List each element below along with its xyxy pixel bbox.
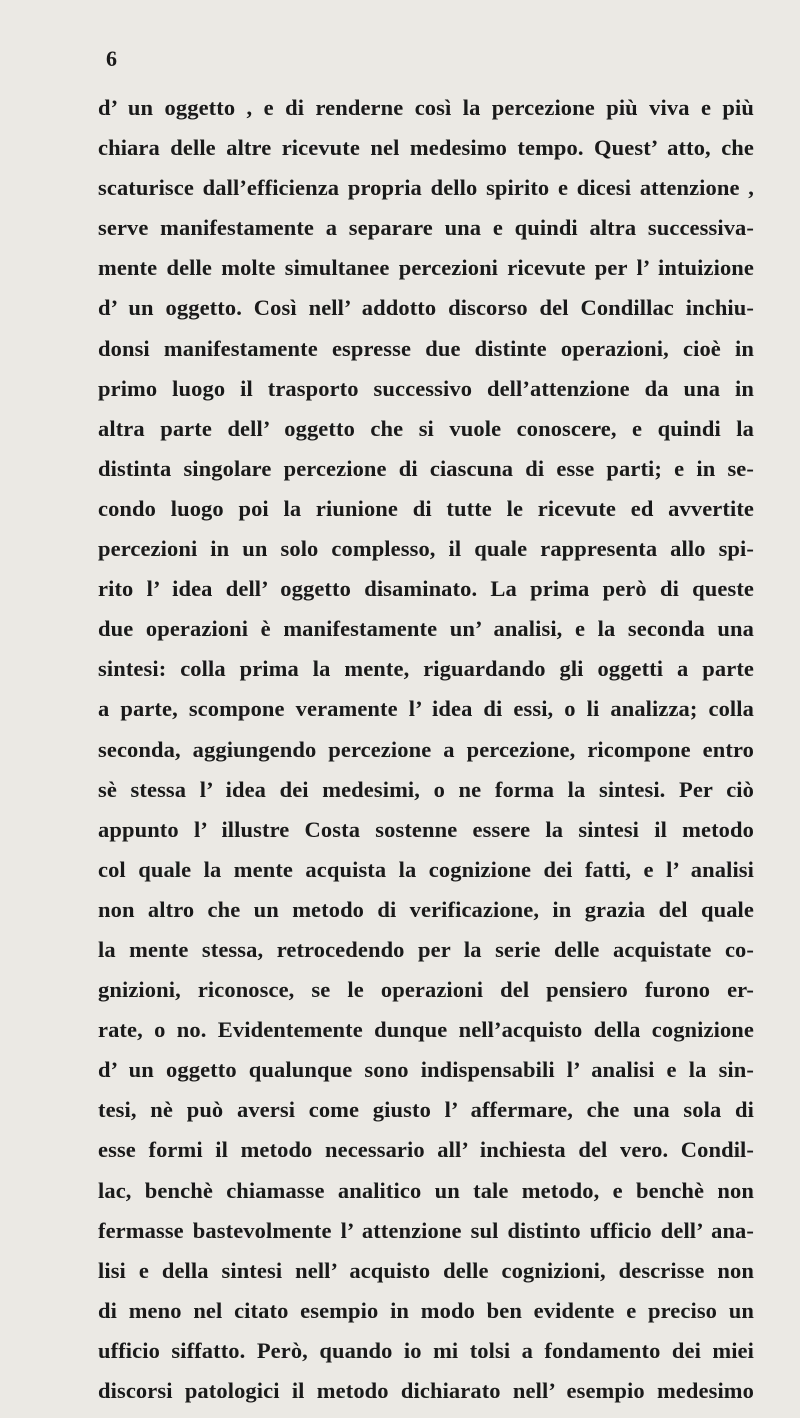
text-line: ufficio siffatto. Però, quando io mi tolsi a fondamento dei miei (98, 1337, 754, 1363)
text-line: due operazioni è manifestamente un’ analisi, e la seconda una (98, 616, 754, 642)
text-line: non altro che un metodo di verificazione, in grazia del quale (98, 896, 754, 922)
text-line: donsi manifestamente espresse due distinte operazioni, cioè in (98, 335, 754, 361)
text-line: d’ un oggetto qualunque sono indispensabili l’ analisi e la sin- (98, 1057, 754, 1083)
text-line: gnizioni, riconosce, se le operazioni del pensiero furono er- (98, 977, 754, 1003)
text-line: d’ un oggetto , e di renderne così la percezione più viva e più (98, 95, 754, 120)
text-line: altra parte dell’ oggetto che si vuole conoscere, e quindi la (98, 415, 754, 441)
text-line: condo luogo poi la riunione di tutte le ricevute ed avvertite (98, 495, 754, 521)
text-line: sè stessa l’ idea dei medesimi, o ne forma la sintesi. Per ciò (98, 776, 754, 802)
body-text (98, 88, 754, 1411)
text-line: mente delle molte simultanee percezioni ricevute per l’ intuizione (98, 255, 754, 281)
text-line: rito l’ idea dell’ oggetto disaminato. La prima però di queste (98, 576, 754, 602)
text-line: distinta singolare percezione di ciascuna di esse parti; e in se- (98, 455, 754, 481)
text-line: la mente stessa, retrocedendo per la serie delle acquistate co- (98, 936, 754, 962)
text-line: fermasse bastevolmente l’ attenzione sul distinto ufficio dell’ ana- (98, 1217, 754, 1243)
text-line: scaturisce dall’efficienza propria dello spirito e dicesi attenzione , (98, 175, 754, 201)
text-line: percezioni in un solo complesso, il quale rappresenta allo spi- (98, 536, 754, 562)
text-line: sintesi: colla prima la mente, riguardando gli oggetti a parte (98, 656, 754, 682)
text-line: lac, benchè chiamasse analitico un tale metodo, e benchè non (98, 1177, 754, 1203)
text-line: tesi, nè può aversi come giusto l’ affermare, che una sola di (98, 1097, 754, 1123)
text-line: lisi e della sintesi nell’ acquisto delle cognizioni, descrisse non (98, 1257, 754, 1283)
text-line: appunto l’ illustre Costa sostenne essere la sintesi il metodo (98, 816, 754, 842)
text-line: primo luogo il trasporto successivo dell’attenzione da una in (98, 375, 754, 401)
text-line: serve manifestamente a separare una e quindi altra successiva- (98, 215, 754, 241)
text-line: d’ un oggetto. Così nell’ addotto discorso del Condillac inchiu- (98, 295, 754, 321)
text-line: discorsi patologici il metodo dichiarato nell’ esempio medesimo (98, 1378, 754, 1403)
page-number: 6 (106, 46, 117, 71)
text-line: chiara delle altre ricevute nel medesimo tempo. Quest’ atto, che (98, 135, 754, 161)
text-line: col quale la mente acquista la cognizione dei fatti, e l’ analisi (98, 856, 754, 882)
text-line: rate, o no. Evidentemente dunque nell’acquisto della cognizione (98, 1017, 754, 1043)
text-line: di meno nel citato esempio in modo ben evidente e preciso un (98, 1297, 754, 1323)
text-line: esse formi il metodo necessario all’ inchiesta del vero. Condil- (98, 1137, 754, 1163)
text-line: seconda, aggiungendo percezione a percezione, ricompone entro (98, 736, 754, 762)
text-line: a parte, scompone veramente l’ idea di essi, o li analizza; colla (98, 696, 754, 722)
